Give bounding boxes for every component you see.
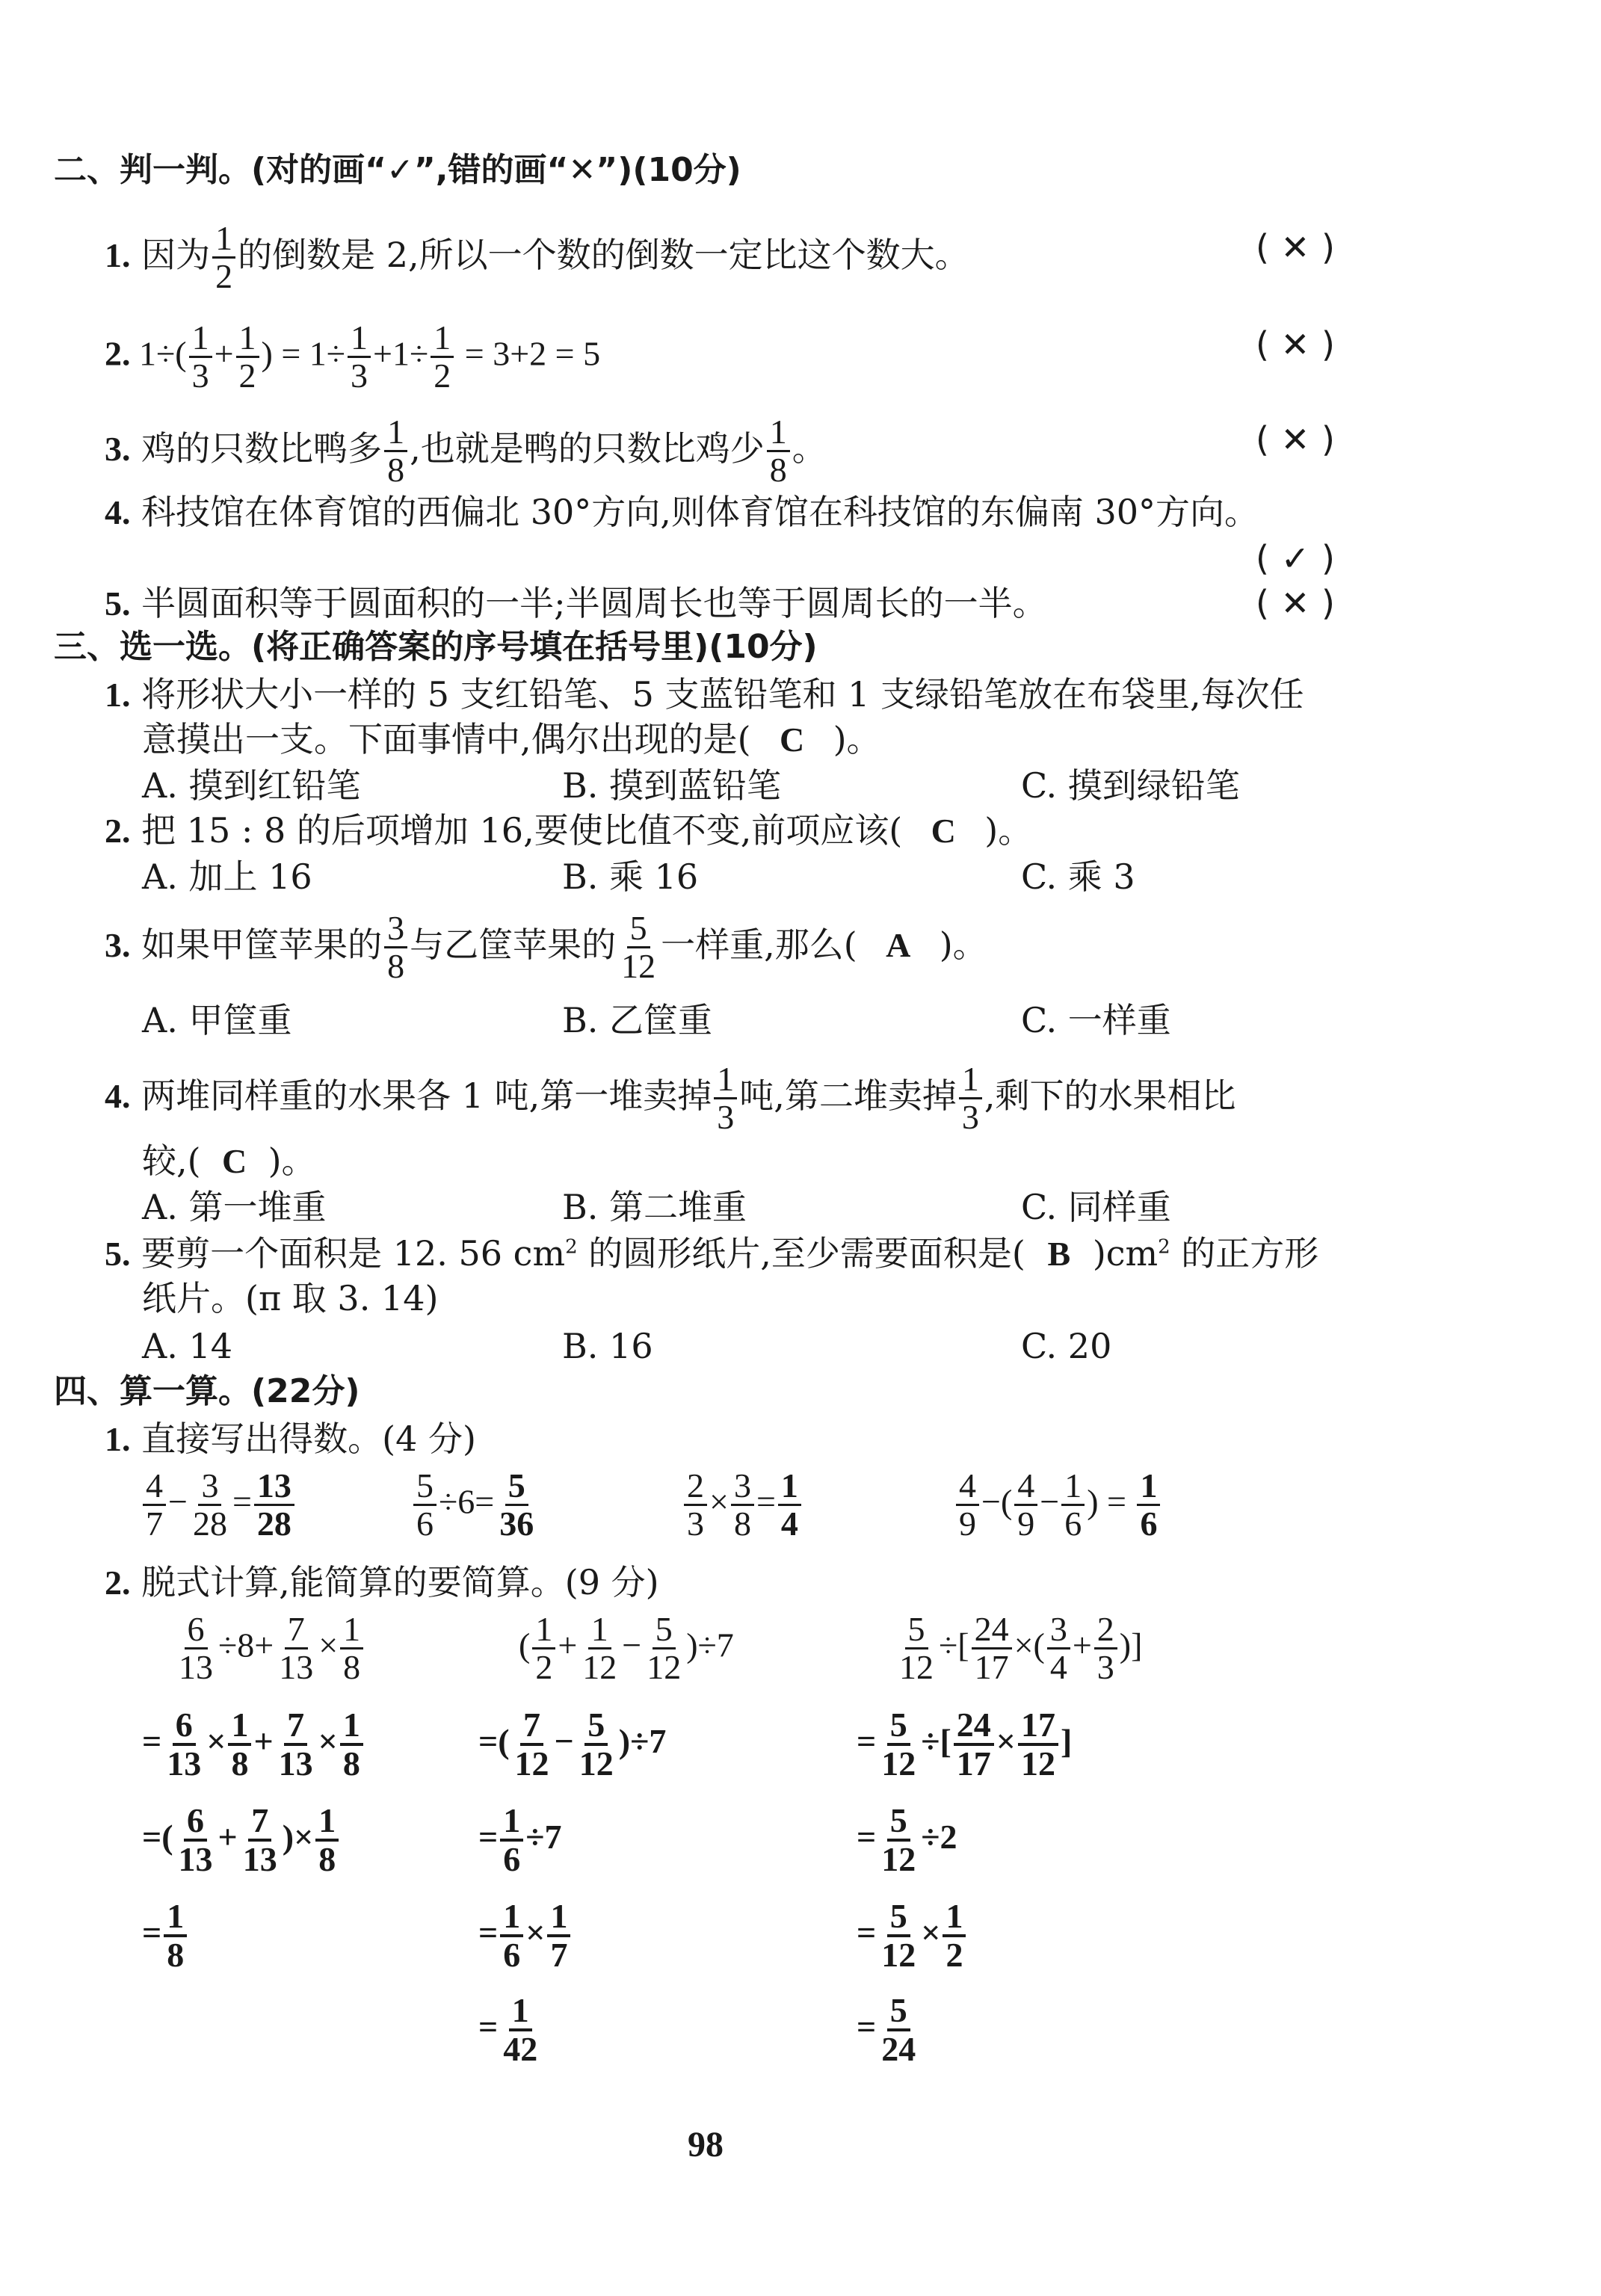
item-number: 5. [105,584,131,623]
judge-item-3: 3. 鸡的只数比鸭多 $\frac{1}{8}$ ,也就是鸭的只数比鸡少 $\frac{1}{8}$ 。 [105,413,827,490]
calc3-expression: $\frac{5}{12}$ ÷[ $\frac{24}{17}$ ×( $\frac{3}{4}$ + $\frac{2}{3}$ )] [899,1610,1143,1687]
calc2-step1: =( $\frac{7}{12}$ − $\frac{5}{12}$ )÷7 [478,1706,667,1783]
choice-q3: 3. 如果甲筐苹果的 $\frac{3}{8}$ 与乙筐苹果的 $\frac{5}{12}$ 一样重,那么( A )。 [105,909,987,986]
judge-answer-5: ( ✕ ) [1256,583,1335,623]
judge-answer-4: ( ✓ ) [1256,538,1335,578]
calc1-step1: = $\frac{6}{13}$ × $\frac{1}{8}$ + $\frac{7}{13}$ × $\frac{1}{8}$ [142,1707,365,1783]
choice-q1-line2: 意摸出一支。下面事情中,偶尔出现的是( C )。 [142,719,881,759]
option-b: B. 第二堆重 [562,1187,747,1227]
option-c: C. 同样重 [1021,1187,1171,1227]
calc1-step3: = $\frac{1}{8}$ [142,1898,189,1974]
oral-calc-2: $\frac{5}{6}$ ÷6= $\frac{5}{36}$ [411,1468,539,1543]
judge-answer-3: ( ✕ ) [1256,419,1335,460]
choice-q4-line2: 较,( C )。 [142,1141,316,1181]
section-4-title: 四、算一算。(22分) [54,1372,360,1410]
choice-answer: A [886,925,911,964]
calc1-step2: =( $\frac{6}{13}$ + $\frac{7}{13}$ )× $\frac{1}{8}$ [142,1803,341,1878]
fraction: $\frac{1}{2}$ [212,220,235,295]
page-number: 98 [688,2125,724,2164]
judge-item-1 [105,220,969,295]
judge-answer-2: ( ✕ ) [1256,324,1335,365]
calc2-step4: = $\frac{1}{42}$ [478,1991,538,2069]
oral-calc-4: $\frac{4}{9}$ −( $\frac{4}{9}$ − $\frac{1}{6}$ ) = $\frac{1}{6}$ [954,1468,1162,1543]
option-a: A. 加上 16 [142,857,312,897]
option-a: A. 摸到红铅笔 [142,765,361,806]
calc3-step3: = $\frac{5}{12}$ × $\frac{1}{2}$ [857,1898,968,1974]
judge-answer-1: ( ✕ ) [1256,227,1335,268]
item-number: 4. [105,493,131,531]
option-a: A. 甲筐重 [142,1000,292,1040]
oral-calc-1: $\frac{4}{7}$ − $\frac{3}{28}$ = $\frac{13}{28}$ [141,1468,297,1543]
oral-calc-3: $\frac{2}{3}$ × $\frac{3}{8}$ = $\frac{1}{4}$ [682,1468,803,1543]
option-a: A. 第一堆重 [142,1187,327,1227]
calc3-step2: = $\frac{5}{12}$ ÷2 [857,1801,957,1879]
item-number: 1. [105,235,131,274]
choice-q2: 2. 把 15 : 8 的后项增加 16,要使比值不变,前项应该( C )。 [105,810,1033,851]
option-a: A. 14 [142,1326,232,1366]
judge-item-4: 4. 科技馆在体育馆的西偏北 30°方向,则体育馆在科技馆的东偏南 30°方向。 [105,492,1259,532]
calc-sub2: 2. 脱式计算,能简算的要简算。(9 分) [105,1562,659,1602]
option-c: C. 乘 3 [1021,857,1135,897]
judge-item-5: 5. 半圆面积等于圆面积的一半;半圆周长也等于圆周长的一半。 [105,583,1047,623]
choice-q5-line2: 纸片。(π 取 3. 14) [142,1278,439,1318]
option-c: C. 一样重 [1021,1000,1171,1040]
calc3-step4: = $\frac{5}{24}$ [857,1991,916,2069]
item-number: 3. [105,429,131,468]
section-3-title: 三、选一选。(将正确答案的序号填在括号里)(10分) [54,628,818,666]
choice-q4-line1: 4. 两堆同样重的水果各 1 吨,第一堆卖掉 $\frac{1}{3}$ 吨,第二堆卖掉 $\frac{1}{3}$ ,剩下的水果相比 [105,1060,1236,1137]
item-number: 2. [105,334,131,373]
calc2-expression: ( $\frac{1}{2}$ + $\frac{1}{12}$ − $\frac{5}{12}$ )÷7 [519,1610,734,1687]
calc2-step3: = $\frac{1}{6}$ × $\frac{1}{7}$ [478,1898,573,1974]
option-b: B. 乘 16 [562,857,699,897]
section-2-title: 二、判一判。(对的画“✓”,错的画“✕”)(10分) [54,151,741,189]
item-text: 的倒数是 2,所以一个数的倒数一定比这个数大。 [238,234,969,275]
option-c: C. 摸到绿铅笔 [1021,765,1240,806]
option-b: B. 16 [562,1326,653,1366]
choice-answer: C [779,720,805,759]
choice-q1-line1: 1. 将形状大小一样的 5 支红铅笔、5 支蓝铅笔和 1 支绿铅笔放在布袋里,每次任 [105,674,1304,715]
choice-answer: B [1047,1235,1071,1273]
calc2-step2: = $\frac{1}{6}$ ÷7 [478,1801,562,1879]
option-c: C. 20 [1021,1326,1112,1366]
item-text: 因为 [141,234,211,275]
choice-answer: C [221,1142,247,1180]
calc3-step1: = $\frac{5}{12}$ ÷[ $\frac{24}{17}$ × $\frac{17}{12}$ ] [857,1706,1073,1783]
calc1-expression: $\frac{6}{13}$ ÷8+ $\frac{7}{13}$ × $\frac{1}{8}$ [173,1611,365,1686]
option-b: B. 摸到蓝铅笔 [562,765,782,806]
judge-item-2: 2. 1÷( $\frac{1}{3}$ + $\frac{1}{2}$ ) = 1÷ $\frac{1}{3}$ +1÷ $\frac{1}{2}$ = 3+2 = 5 [105,318,601,395]
option-b: B. 乙筐重 [562,1000,713,1040]
choice-q5-line1: 5. 要剪一个面积是 12. 56 $cm^2$ 的圆形纸片,至少需要面积是( B )$cm^2$ 的正方形 [105,1233,1319,1274]
calc-sub1: 1. 直接写出得数。(4 分) [105,1419,476,1459]
choice-answer: C [931,812,956,850]
